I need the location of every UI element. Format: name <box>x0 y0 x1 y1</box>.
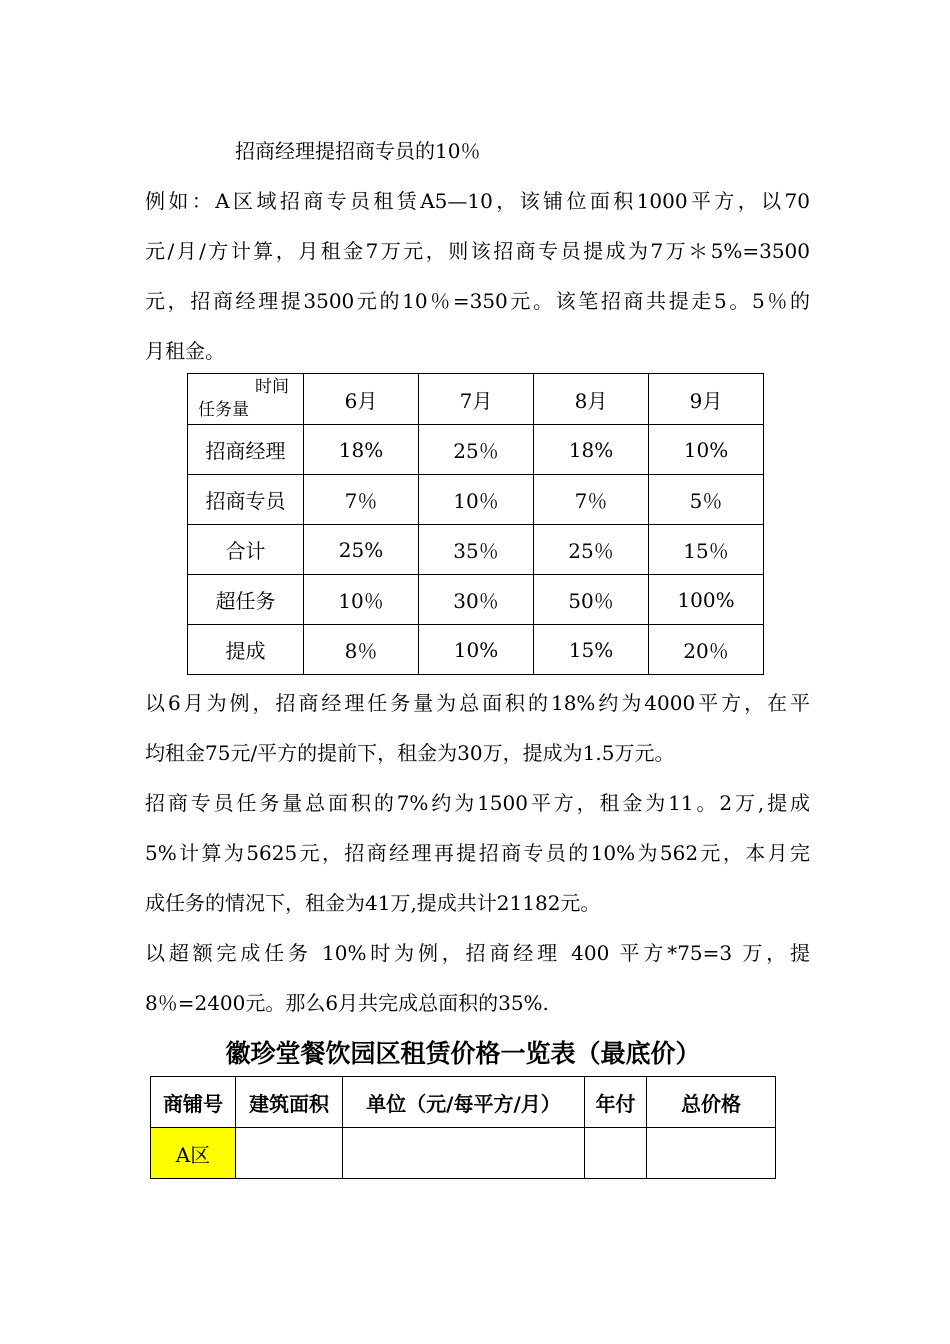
row-label: 提成 <box>188 625 304 675</box>
table-cell: 18% <box>534 425 649 475</box>
table-cell: 5％ <box>649 475 764 525</box>
header-total-price: 总价格 <box>647 1077 776 1128</box>
header-unit-price: 单位（元/每平方/月） <box>343 1077 585 1128</box>
table-row <box>151 1128 776 1179</box>
table-cell: 35％ <box>419 525 534 575</box>
table-row <box>188 475 764 525</box>
row-label: 招商经理 <box>188 425 304 475</box>
table-header-row <box>188 374 764 425</box>
shop-cell-highlighted: A区 <box>151 1128 236 1179</box>
paragraph-specialist <box>145 778 810 928</box>
header-building-area: 建筑面积 <box>236 1077 343 1128</box>
table-cell: 25% <box>304 525 419 575</box>
corner-time-label: 时间 <box>255 377 289 397</box>
table-cell: 15％ <box>649 525 764 575</box>
table-cell: 7％ <box>304 475 419 525</box>
table-row <box>188 425 764 475</box>
table-cell: 18% <box>304 425 419 475</box>
table-cell: 25％ <box>534 525 649 575</box>
paragraph-line: 成任务的情况下，租金为41万,提成共计21182元。 <box>145 891 601 915</box>
table-row <box>188 525 764 575</box>
example-line: 月租金。 <box>145 339 225 363</box>
header-shop-number: 商铺号 <box>151 1077 236 1128</box>
table-cell: 50％ <box>534 575 649 625</box>
example-line: 元/月/方计算，月租金7万元，则该招商专员提成为7万＊5%=3500 <box>145 239 810 263</box>
paragraph-line: 以6月为例，招商经理任务量为总面积的18%约为4000平方，在平 <box>145 691 810 715</box>
month-header: 8月 <box>534 374 649 425</box>
annual-cell <box>585 1128 647 1179</box>
paragraph-line: 均租金75元/平方的提前下，租金为30万，提成为1.5万元。 <box>145 741 675 765</box>
month-header: 7月 <box>419 374 534 425</box>
table-cell: 15% <box>534 625 649 675</box>
table-row <box>188 575 764 625</box>
table-cell: 20％ <box>649 625 764 675</box>
table-cell: 7％ <box>534 475 649 525</box>
unit-cell <box>343 1128 585 1179</box>
month-header: 6月 <box>304 374 419 425</box>
paragraph-line: 招商专员任务量总面积的7%约为1500平方，租金为11。2万,提成 <box>145 791 810 815</box>
corner-task-label: 任务量 <box>198 400 249 420</box>
intro-line: 招商经理提招商专员的10％ <box>235 139 481 163</box>
paragraph-line: 8％=2400元。那么6月共完成总面积的35%. <box>145 991 549 1015</box>
price-table-title: 徽珍堂餐饮园区租赁价格一览表（最底价） <box>225 1039 701 1068</box>
example-line: 元，招商经理提3500元的10％=350元。该笔招商共提走5。5％的 <box>145 289 810 313</box>
header-annual-payment: 年付 <box>585 1077 647 1128</box>
table-cell: 100% <box>649 575 764 625</box>
table-cell: 30％ <box>419 575 534 625</box>
table-cell: 25％ <box>419 425 534 475</box>
row-label: 招商专员 <box>188 475 304 525</box>
table-row <box>188 625 764 675</box>
paragraph-line: 以超额完成任务 10%时为例，招商经理 400 平方*75=3 万，提 <box>145 941 810 965</box>
table-cell: 10% <box>419 625 534 675</box>
table-cell: 10％ <box>419 475 534 525</box>
month-header: 9月 <box>649 374 764 425</box>
row-label: 合计 <box>188 525 304 575</box>
paragraph-june-example <box>145 678 810 778</box>
corner-cell <box>188 374 304 425</box>
example-line: 例如：A区域招商专员租赁A5—10，该铺位面积1000平方，以70 <box>145 189 810 213</box>
example-paragraph <box>145 176 810 376</box>
table-cell: 10% <box>649 425 764 475</box>
area-cell <box>236 1128 343 1179</box>
paragraph-line: 5%计算为5625元，招商经理再提招商专员的10%为562元，本月完 <box>145 841 810 865</box>
paragraph-over-task <box>145 928 810 1028</box>
price-table <box>150 1076 776 1179</box>
commission-table <box>187 373 764 675</box>
row-label: 超任务 <box>188 575 304 625</box>
table-cell: 10％ <box>304 575 419 625</box>
total-cell <box>647 1128 776 1179</box>
table-header-row <box>151 1077 776 1128</box>
table-cell: 8％ <box>304 625 419 675</box>
